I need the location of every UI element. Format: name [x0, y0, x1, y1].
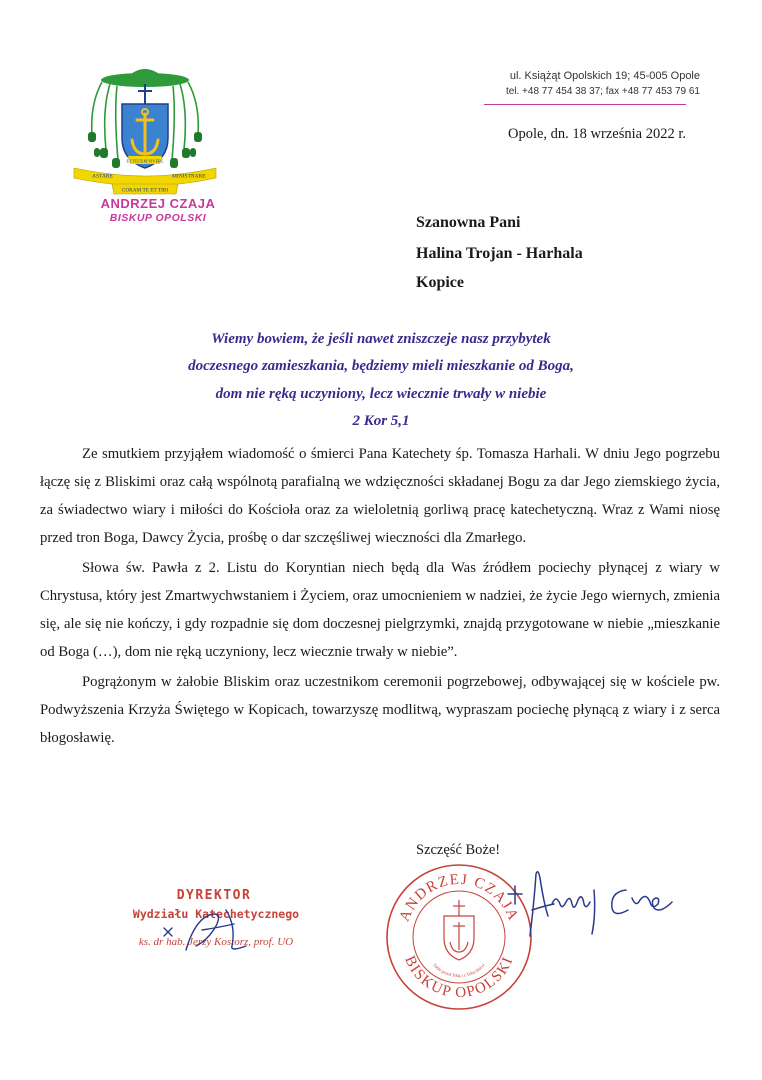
recipient-salutation: Szanowna Pani: [416, 214, 521, 231]
recipient-name: Halina Trojan - Harhala: [416, 245, 583, 262]
handwritten-signature-icon: [500, 864, 680, 946]
quote-reference: 2 Kor 5,1: [352, 413, 410, 429]
svg-text:CORAM TE ET TIBI: CORAM TE ET TIBI: [121, 187, 169, 194]
svg-text:BISKUP OPOLSKI: BISKUP OPOLSKI: [401, 953, 517, 1002]
bishop-name: ANDRZEJ CZAJA: [100, 196, 216, 211]
director-stamp-name: ks. dr hab. Jerzy Kostorz, prof. UO: [138, 936, 294, 948]
quote-line-3: dom nie ręką uczyniony, lecz wiecznie trwały w niebie: [215, 386, 547, 402]
director-signature-icon: [156, 906, 266, 956]
closing-greeting: Szczęść Boże!: [416, 842, 501, 858]
svg-text:MINISTRARE: MINISTRARE: [172, 173, 206, 180]
letter-body: [40, 440, 720, 754]
director-stamp-title: DYREKTOR: [176, 888, 252, 903]
quote-line-2: doczesnego zamieszkania, będziemy mieli mieszkanie od Boga,: [188, 358, 574, 374]
svg-text:ANDRZEJ CZAJA: ANDRZEJ CZAJA: [396, 871, 522, 924]
svg-text:Tobie przed Tobą i z Tobą służ: Tobie przed Tobą i z Tobą służyć: [431, 962, 487, 979]
letterhead-address: ul. Książąt Opolskich 19; 45-005 Opole: [509, 70, 700, 82]
date-line: Opole, dn. 18 września 2022 r.: [508, 126, 686, 142]
body-paragraph-2: Słowa św. Pawła z 2. Listu do Koryntian niech będą dla Was źródłem pociechy płynącej z wiary w Chrystusa, który jest Zmartwychwstaniem i Życiem, oraz umocnieniem w nadziei, że życie Jego wiernych, zmienia się, ale się nie kończy, i gdy rozpadnie się dom doczesnej pielgrzymki, znajdą przygotowane w niebie „mieszkanie od Boga (…), dom nie ręką uczyniony, lecz wiecznie trwały w niebie”.: [40, 560, 720, 660]
letterhead-phone-fax: tel. +48 77 454 38 37; fax +48 77 453 79 61: [505, 86, 700, 97]
coat-of-arms-icon: [72, 64, 218, 198]
quote-line-1: Wiemy bowiem, że jeśli nawet zniszczeje nasz przybytek: [211, 331, 551, 347]
recipient-place: Kopice: [416, 274, 464, 291]
svg-text:ASTARE: ASTARE: [92, 173, 113, 180]
bishop-title: BISKUP OPOLSKI: [109, 212, 207, 224]
director-stamp-department: Wydziału Katechetycznego: [132, 907, 300, 921]
letterhead-divider: [484, 104, 686, 105]
body-paragraph-3: Pogrążonym w żałobie Bliskim oraz uczestnikom ceremonii pogrzebowej, odbywającej się w kościele pw. Podwyższenia Krzyża Świętego w Kopicach, towarzyszę modlitwą, wypraszam pociechę płynącą z wiary i z serca błogosławię.: [40, 674, 720, 746]
body-paragraph-1: Ze smutkiem przyjąłem wiadomość o śmierci Pana Katechety śp. Tomasza Harhali. W dniu Jego pogrzebu łączę się z Bliskimi oraz całą wspólnotą parafialną we wdzięczności składanej Bogu za dar Jego ziemskiego życia, za świadectwo wiary i miłości do Kościoła oraz za wieloletnią gorliwą pracę katechetyczną. Wraz z Wami niosę przed tron Boga, Dawcy Życia, prośbę o dar szczęśliwej wieczności dla Zmarłego.: [40, 446, 720, 546]
svg-text:ET TECUM VIVERE: ET TECUM VIVERE: [126, 158, 164, 164]
